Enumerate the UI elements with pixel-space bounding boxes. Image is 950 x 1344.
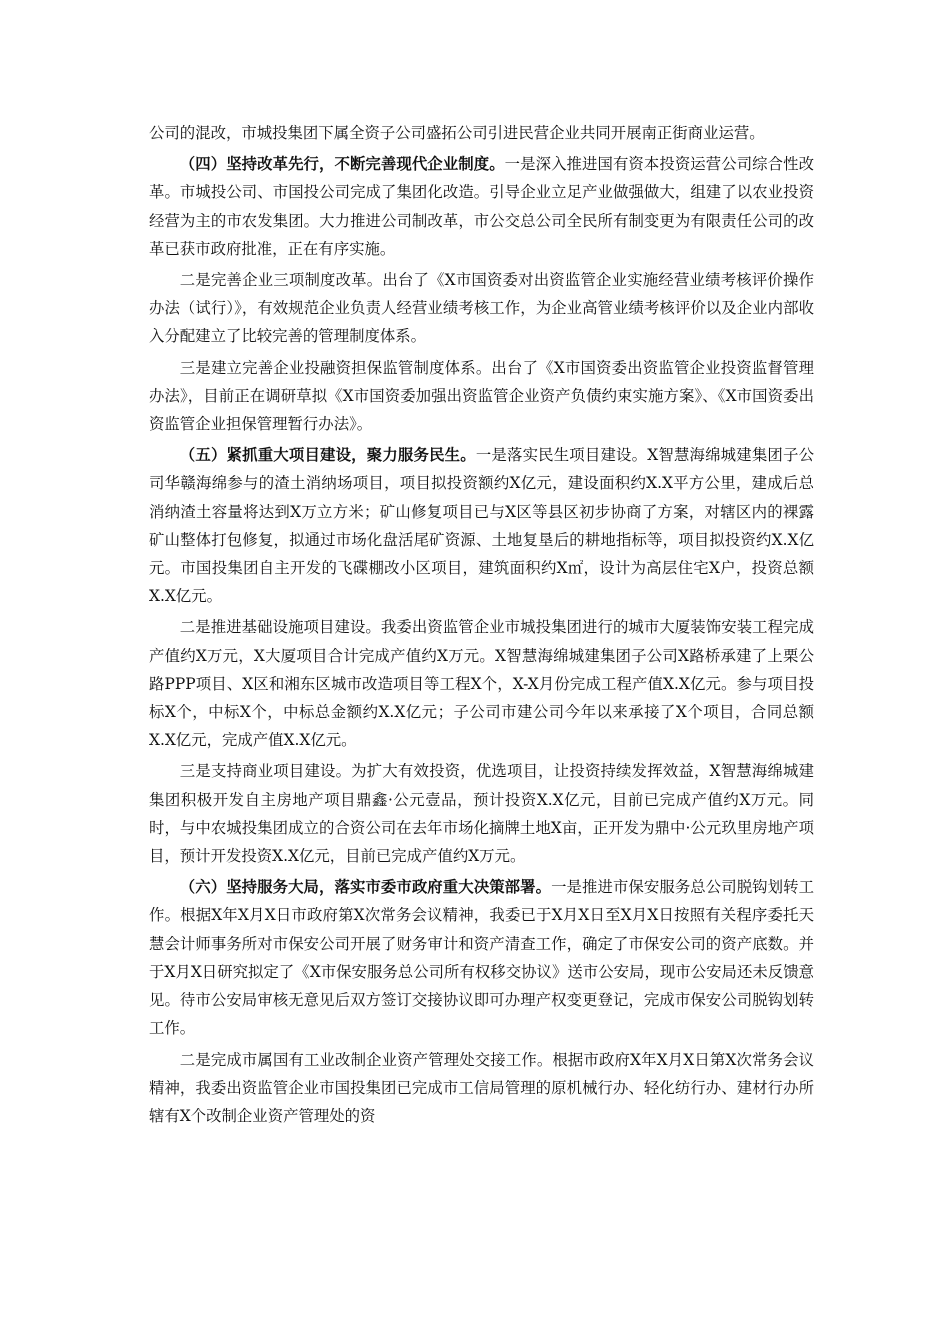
section-heading-4: （四）坚持改革先行，不断完善现代企业制度。 (179, 155, 505, 174)
paragraph-9-text: 二是完成市属国有工业改制企业资产管理处交接工作。根据市政府X年X月X日第X次常务会议精神，我委出资监管企业市国投集团已完成市工信局管理的原机械行办、轻化纺行办、建材行办所辖有X个改制企业资产管理处的资 (149, 1050, 814, 1125)
paragraph-4 (149, 354, 814, 439)
section-heading-6: （六）坚持服务大局，落实市委市政府重大决策部署。 (179, 878, 552, 897)
paragraph-9 (149, 1046, 814, 1131)
section-heading-5: （五）紧抓重大项目建设，聚力服务民生。 (179, 446, 476, 465)
paragraph-6 (149, 613, 814, 754)
paragraph-5 (149, 441, 814, 610)
paragraph-1 (149, 119, 814, 147)
paragraph-8-text: 一是推进市保安服务总公司脱钩划转工作。根据X年X月X日市政府第X次常务会议精神，我委已于X月X日至X月X日按照有关程序委托天慧会计师事务所对市保安公司开展了财务审计和资产清查工作，确定了市保安公司的资产底数。并于X月X日研究拟定了《X市保安服务总公司所有权移交协议》送市公安局，现市公安局还未反馈意见。待市公安局审核无意见后双方签订交接协议即可办理产权变更登记，完成市保安公司脱钩划转工作。 (149, 878, 814, 1038)
paragraph-1-text: 公司的混改，市城投集团下属全资子公司盛拓公司引进民营企业共同开展南正街商业运营。 (149, 124, 765, 142)
paragraph-7-text: 三是支持商业项目建设。为扩大有效投资，优选项目，让投资持续发挥效益，X智慧海绵城建集团积极开发自主房地产项目鼎鑫·公元壹品，预计投资X.X亿元，目前已完成产值约X万元。同时，与中农城投集团成立的合资公司在去年市场化摘牌土地X亩，正开发为鼎中·公元玖里房地产项目，预计开发投资X.X亿元，目前已完成产值约X万元。 (149, 762, 814, 866)
paragraph-3-text: 二是完善企业三项制度改革。出台了《X市国资委对出资监管企业实施经营业绩考核评价操作办法（试行）》，有效规范企业负责人经营业绩考核工作，为企业高管业绩考核评价以及企业内部收入分配建立了比较完善的管理制度体系。 (149, 271, 814, 346)
document-body (149, 119, 814, 1133)
paragraph-3 (149, 266, 814, 351)
paragraph-2 (149, 150, 814, 263)
paragraph-6-text: 二是推进基础设施项目建设。我委出资监管企业市城投集团进行的城市大厦装饰安装工程完成产值约X万元，X大厦项目合计完成产值约X万元。X智慧海绵城建集团子公司X路桥承建了上栗公路PPP项目、X区和湘东区城市改造项目等工程X个，X-X月份完成工程产值X.X亿元。参与项目投标X个，中标X个，中标总金额约X.X亿元；子公司市建公司今年以来承接了X个项目，合同总额X.X亿元，完成产值X.X亿元。 (149, 618, 814, 750)
paragraph-5-text: 一是落实民生项目建设。X智慧海绵城建集团子公司华赣海绵参与的渣土消纳场项目，项目拟投资额约X亿元，建设面积约X.X平方公里，建成后总消纳渣土容量将达到X万立方米；矿山修复项目已与X区等县区初步协商了方案，对辖区内的裸露矿山整体打包修复，拟通过市场化盘活尾矿资源、土地复垦后的耕地指标等，项目拟投资约X.X亿元。市国投集团自主开发的飞碟棚改小区项目，建筑面积约X㎡，设计为高层住宅X户，投资总额X.X亿元。 (149, 446, 814, 606)
paragraph-4-text: 三是建立完善企业投融资担保监管制度体系。出台了《X市国资委出资监管企业投资监督管理办法》，目前正在调研草拟《X市国资委加强出资监管企业资产负债约束实施方案》、《X市国资委出资监管企业担保管理暂行办法》。 (149, 358, 814, 434)
paragraph-8 (149, 873, 814, 1042)
paragraph-2-text: 一是深入推进国有资本投资运营公司综合性改革。市城投公司、市国投公司完成了集团化改造。引导企业立足产业做强做大，组建了以农业投资经营为主的市农发集团。大力推进公司制改革，市公交总公司全民所有制变更为有限责任公司的改革已获市政府批准，正在有序实施。 (149, 155, 814, 258)
paragraph-7 (149, 757, 814, 870)
